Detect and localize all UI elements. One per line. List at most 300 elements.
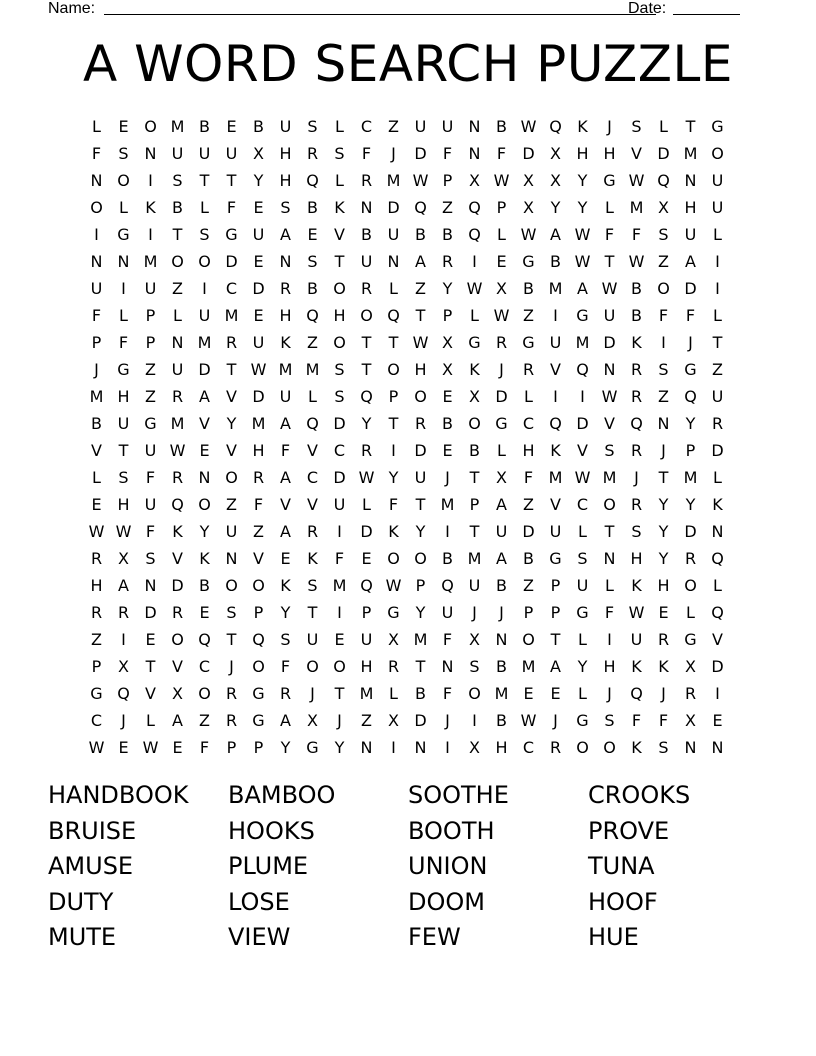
grid-letter: N bbox=[144, 144, 157, 163]
grid-letter: W bbox=[412, 171, 429, 190]
grid-letter: T bbox=[199, 171, 210, 190]
grid-letter: Q bbox=[387, 306, 400, 325]
grid-letter: Q bbox=[441, 576, 454, 595]
grid-letter: D bbox=[144, 603, 157, 622]
grid-letter: N bbox=[711, 522, 724, 541]
grid-letter: O bbox=[90, 198, 103, 217]
grid-letter: L bbox=[173, 306, 182, 325]
grid-letter: H bbox=[117, 387, 130, 406]
grid-letter: R bbox=[684, 684, 697, 703]
grid-letter: R bbox=[657, 630, 670, 649]
grid-letter: Q bbox=[657, 171, 670, 190]
grid-letter: I bbox=[445, 522, 450, 541]
grid-letter: P bbox=[442, 171, 453, 190]
grid-letter: B bbox=[550, 252, 561, 271]
grid-letter: B bbox=[307, 198, 318, 217]
word-list-item: TUNA bbox=[588, 852, 655, 880]
grid-letter: Y bbox=[658, 495, 669, 514]
grid-letter: D bbox=[360, 522, 373, 541]
grid-letter: U bbox=[252, 225, 265, 244]
grid-letter: Y bbox=[226, 414, 237, 433]
grid-letter: F bbox=[631, 225, 642, 244]
grid-letter: I bbox=[121, 279, 126, 298]
grid-letter: A bbox=[199, 387, 210, 406]
grid-letter: O bbox=[522, 630, 535, 649]
grid-letter: W bbox=[574, 468, 591, 487]
grid-letter: Q bbox=[630, 414, 643, 433]
grid-letter: M bbox=[170, 117, 185, 136]
grid-letter: T bbox=[604, 522, 615, 541]
grid-letter: X bbox=[442, 360, 453, 379]
grid-letter: B bbox=[496, 711, 507, 730]
grid-letter: K bbox=[631, 738, 642, 757]
grid-letter: B bbox=[469, 441, 480, 460]
grid-letter: G bbox=[684, 630, 697, 649]
grid-letter: Z bbox=[523, 495, 534, 514]
grid-letter: S bbox=[172, 171, 183, 190]
grid-letter: N bbox=[711, 738, 724, 757]
name-label: Name: bbox=[48, 0, 96, 17]
grid-letter: D bbox=[198, 360, 211, 379]
grid-letter: E bbox=[172, 738, 183, 757]
grid-letter: B bbox=[361, 225, 372, 244]
grid-letter: V bbox=[172, 549, 183, 568]
grid-letter: B bbox=[496, 657, 507, 676]
grid-letter: I bbox=[715, 279, 720, 298]
grid-letter: D bbox=[684, 279, 697, 298]
grid-letter: X bbox=[469, 171, 480, 190]
grid-letter: F bbox=[631, 711, 642, 730]
grid-letter: L bbox=[578, 522, 587, 541]
grid-letter: Q bbox=[468, 198, 481, 217]
grid-letter: V bbox=[712, 630, 723, 649]
grid-letter: L bbox=[335, 117, 344, 136]
grid-letter: B bbox=[253, 117, 264, 136]
grid-letter: W bbox=[520, 117, 537, 136]
grid-letter: Z bbox=[388, 117, 399, 136]
grid-letter: O bbox=[711, 144, 724, 163]
grid-letter: U bbox=[441, 117, 454, 136]
grid-letter: R bbox=[549, 738, 562, 757]
grid-letter: N bbox=[144, 576, 157, 595]
grid-letter: T bbox=[415, 306, 426, 325]
grid-letter: A bbox=[280, 414, 291, 433]
grid-letter: S bbox=[145, 549, 156, 568]
grid-letter: F bbox=[442, 630, 453, 649]
grid-letter: U bbox=[711, 198, 724, 217]
grid-letter: R bbox=[360, 171, 373, 190]
grid-letter: O bbox=[414, 387, 427, 406]
grid-letter: U bbox=[171, 360, 184, 379]
grid-letter: U bbox=[198, 306, 211, 325]
grid-letter: M bbox=[251, 414, 266, 433]
grid-letter: I bbox=[148, 225, 153, 244]
grid-letter: M bbox=[305, 360, 320, 379]
grid-letter: U bbox=[684, 225, 697, 244]
grid-letter: T bbox=[550, 630, 561, 649]
grid-letter: R bbox=[171, 603, 184, 622]
grid-letter: S bbox=[118, 468, 129, 487]
grid-letter: E bbox=[334, 630, 345, 649]
grid-letter: I bbox=[472, 252, 477, 271]
grid-letter: G bbox=[252, 684, 265, 703]
grid-letter: X bbox=[469, 630, 480, 649]
grid-letter: J bbox=[553, 711, 558, 730]
grid-letter: T bbox=[469, 468, 480, 487]
grid-letter: T bbox=[334, 684, 345, 703]
grid-letter: M bbox=[683, 468, 698, 487]
grid-letter: Y bbox=[199, 522, 210, 541]
grid-letter: S bbox=[658, 360, 669, 379]
grid-letter: Z bbox=[91, 630, 102, 649]
grid-letter: C bbox=[306, 468, 319, 487]
grid-letter: R bbox=[630, 495, 643, 514]
grid-letter: R bbox=[225, 684, 238, 703]
grid-letter: N bbox=[441, 657, 454, 676]
grid-letter: T bbox=[226, 171, 237, 190]
grid-letter: O bbox=[414, 549, 427, 568]
grid-letter: N bbox=[468, 144, 481, 163]
grid-letter: M bbox=[521, 657, 536, 676]
grid-letter: K bbox=[631, 657, 642, 676]
grid-letter: U bbox=[171, 144, 184, 163]
grid-letter: M bbox=[548, 468, 563, 487]
grid-letter: R bbox=[360, 279, 373, 298]
grid-letter: I bbox=[661, 333, 666, 352]
grid-letter: D bbox=[252, 279, 265, 298]
grid-letter: M bbox=[440, 495, 455, 514]
grid-letter: O bbox=[117, 171, 130, 190]
grid-letter: V bbox=[577, 441, 588, 460]
grid-letter: W bbox=[88, 738, 105, 757]
grid-letter: U bbox=[360, 630, 373, 649]
grid-letter: L bbox=[605, 198, 614, 217]
grid-letter: B bbox=[415, 225, 426, 244]
grid-letter: O bbox=[684, 576, 697, 595]
grid-letter: N bbox=[360, 738, 373, 757]
grid-letter: Q bbox=[117, 684, 130, 703]
grid-letter: L bbox=[362, 495, 371, 514]
grid-letter: W bbox=[169, 441, 186, 460]
grid-letter: R bbox=[360, 441, 373, 460]
grid-letter: Y bbox=[361, 414, 372, 433]
grid-letter: E bbox=[253, 198, 264, 217]
grid-letter: K bbox=[199, 549, 210, 568]
grid-letter: E bbox=[253, 306, 264, 325]
grid-letter: R bbox=[711, 414, 724, 433]
name-field[interactable] bbox=[104, 14, 656, 15]
grid-letter: R bbox=[279, 684, 292, 703]
grid-letter: U bbox=[360, 252, 373, 271]
grid-letter: F bbox=[442, 144, 453, 163]
grid-letter: H bbox=[576, 144, 589, 163]
grid-letter: P bbox=[523, 603, 534, 622]
grid-letter: F bbox=[145, 522, 156, 541]
grid-letter: Y bbox=[685, 414, 696, 433]
grid-letter: B bbox=[199, 117, 210, 136]
grid-letter: I bbox=[337, 603, 342, 622]
grid-letter: Y bbox=[577, 198, 588, 217]
grid-letter: Y bbox=[415, 603, 426, 622]
grid-letter: I bbox=[391, 441, 396, 460]
grid-letter: W bbox=[493, 306, 510, 325]
grid-letter: D bbox=[333, 414, 346, 433]
grid-letter: U bbox=[711, 387, 724, 406]
grid-letter: P bbox=[253, 603, 264, 622]
grid-letter: K bbox=[631, 576, 642, 595]
grid-letter: X bbox=[253, 144, 264, 163]
grid-letter: S bbox=[469, 657, 480, 676]
grid-letter: Z bbox=[442, 198, 453, 217]
grid-letter: V bbox=[631, 144, 642, 163]
grid-letter: T bbox=[334, 252, 345, 271]
grid-letter: W bbox=[520, 225, 537, 244]
grid-letter: Y bbox=[253, 171, 264, 190]
grid-letter: U bbox=[333, 495, 346, 514]
grid-letter: M bbox=[413, 630, 428, 649]
grid-letter: U bbox=[279, 387, 292, 406]
grid-letter: Y bbox=[658, 549, 669, 568]
word-list-item: DUTY bbox=[48, 887, 114, 916]
grid-letter: R bbox=[522, 360, 535, 379]
grid-letter: J bbox=[688, 333, 693, 352]
grid-letter: V bbox=[307, 441, 318, 460]
grid-letter: G bbox=[468, 333, 481, 352]
grid-letter: U bbox=[387, 225, 400, 244]
grid-letter: U bbox=[603, 306, 616, 325]
grid-letter: J bbox=[607, 117, 612, 136]
grid-letter: R bbox=[252, 468, 265, 487]
grid-letter: E bbox=[118, 738, 129, 757]
grid-letter: K bbox=[577, 117, 588, 136]
grid-letter: J bbox=[94, 360, 99, 379]
date-field[interactable] bbox=[673, 14, 740, 15]
word-list-item: PLUME bbox=[228, 852, 309, 880]
grid-letter: A bbox=[172, 711, 183, 730]
grid-letter: O bbox=[657, 279, 670, 298]
grid-letter: J bbox=[310, 684, 315, 703]
grid-letter: G bbox=[576, 603, 589, 622]
grid-letter: P bbox=[361, 603, 372, 622]
grid-letter: L bbox=[335, 171, 344, 190]
grid-letter: Z bbox=[658, 252, 669, 271]
grid-letter: P bbox=[91, 657, 102, 676]
grid-letter: K bbox=[334, 198, 345, 217]
grid-letter: G bbox=[711, 117, 724, 136]
grid-letter: N bbox=[117, 252, 130, 271]
grid-letter: J bbox=[391, 144, 396, 163]
grid-letter: G bbox=[684, 360, 697, 379]
grid-letter: B bbox=[496, 576, 507, 595]
grid-letter: E bbox=[199, 441, 210, 460]
grid-letter: F bbox=[334, 549, 345, 568]
grid-letter: U bbox=[252, 333, 265, 352]
word-list-item: HUE bbox=[588, 923, 639, 951]
grid-letter: G bbox=[576, 306, 589, 325]
grid-letter: R bbox=[441, 252, 454, 271]
grid-letter: U bbox=[711, 171, 724, 190]
grid-letter: D bbox=[333, 468, 346, 487]
grid-letter: O bbox=[171, 252, 184, 271]
grid-letter: I bbox=[472, 711, 477, 730]
grid-letter: D bbox=[414, 144, 427, 163]
grid-letter: G bbox=[306, 738, 319, 757]
grid-letter: D bbox=[603, 333, 616, 352]
grid-letter: O bbox=[333, 333, 346, 352]
grid-letter: S bbox=[307, 252, 318, 271]
grid-letter: U bbox=[225, 522, 238, 541]
grid-letter: S bbox=[199, 225, 210, 244]
grid-letter: M bbox=[359, 684, 374, 703]
grid-letter: L bbox=[389, 684, 398, 703]
grid-letter: F bbox=[91, 306, 102, 325]
grid-letter: V bbox=[334, 225, 345, 244]
grid-letter: Q bbox=[360, 576, 373, 595]
grid-letter: I bbox=[715, 684, 720, 703]
grid-letter: E bbox=[226, 117, 237, 136]
grid-letter: L bbox=[524, 387, 533, 406]
grid-letter: H bbox=[252, 441, 265, 460]
grid-letter: I bbox=[553, 387, 558, 406]
grid-letter: V bbox=[91, 441, 102, 460]
grid-letter: V bbox=[253, 549, 264, 568]
grid-letter: G bbox=[603, 171, 616, 190]
grid-letter: I bbox=[607, 630, 612, 649]
grid-letter: T bbox=[361, 333, 372, 352]
grid-letter: H bbox=[414, 360, 427, 379]
grid-letter: E bbox=[280, 549, 291, 568]
grid-letter: Q bbox=[468, 225, 481, 244]
grid-letter: X bbox=[550, 144, 561, 163]
grid-letter: C bbox=[225, 279, 238, 298]
grid-letter: Q bbox=[684, 387, 697, 406]
grid-letter: T bbox=[118, 441, 129, 460]
grid-letter: A bbox=[496, 549, 507, 568]
grid-letter: T bbox=[415, 657, 426, 676]
grid-letter: N bbox=[225, 549, 238, 568]
grid-letter: P bbox=[91, 333, 102, 352]
grid-letter: S bbox=[631, 522, 642, 541]
grid-letter: G bbox=[495, 414, 508, 433]
grid-letter: X bbox=[496, 279, 507, 298]
grid-letter: R bbox=[225, 333, 238, 352]
grid-letter: N bbox=[603, 360, 616, 379]
grid-letter: L bbox=[92, 468, 101, 487]
grid-letter: Q bbox=[711, 603, 724, 622]
grid-letter: F bbox=[523, 468, 534, 487]
grid-letter: O bbox=[225, 576, 238, 595]
grid-letter: J bbox=[634, 468, 639, 487]
grid-letter: E bbox=[253, 252, 264, 271]
grid-letter: E bbox=[496, 252, 507, 271]
grid-letter: R bbox=[225, 711, 238, 730]
grid-letter: V bbox=[226, 387, 237, 406]
grid-letter: O bbox=[333, 657, 346, 676]
grid-letter: P bbox=[145, 333, 156, 352]
grid-letter: X bbox=[307, 711, 318, 730]
grid-letter: R bbox=[684, 549, 697, 568]
grid-letter: F bbox=[658, 306, 669, 325]
grid-letter: U bbox=[468, 576, 481, 595]
grid-letter: B bbox=[199, 576, 210, 595]
grid-letter: O bbox=[468, 414, 481, 433]
grid-letter: R bbox=[171, 468, 184, 487]
grid-letter: V bbox=[550, 495, 561, 514]
grid-letter: P bbox=[226, 738, 237, 757]
grid-letter: Z bbox=[145, 387, 156, 406]
grid-letter: R bbox=[387, 657, 400, 676]
grid-letter: H bbox=[657, 576, 670, 595]
grid-letter: X bbox=[658, 198, 669, 217]
grid-letter: H bbox=[279, 171, 292, 190]
grid-letter: T bbox=[361, 360, 372, 379]
grid-letter: D bbox=[252, 387, 265, 406]
grid-letter: R bbox=[630, 387, 643, 406]
grid-letter: B bbox=[631, 279, 642, 298]
grid-letter: A bbox=[118, 576, 129, 595]
grid-letter: N bbox=[657, 414, 670, 433]
grid-letter: N bbox=[414, 738, 427, 757]
grid-letter: K bbox=[145, 198, 156, 217]
grid-letter: D bbox=[711, 657, 724, 676]
grid-letter: U bbox=[441, 603, 454, 622]
grid-letter: U bbox=[279, 117, 292, 136]
grid-letter: B bbox=[172, 198, 183, 217]
grid-letter: F bbox=[604, 603, 615, 622]
grid-letter: B bbox=[523, 549, 534, 568]
grid-letter: K bbox=[280, 333, 291, 352]
grid-letter: V bbox=[307, 495, 318, 514]
grid-letter: F bbox=[226, 198, 237, 217]
grid-letter: T bbox=[388, 414, 399, 433]
grid-letter: R bbox=[495, 333, 508, 352]
word-list-item: HOOKS bbox=[228, 816, 315, 845]
grid-letter: C bbox=[360, 117, 373, 136]
grid-letter: T bbox=[172, 225, 183, 244]
grid-letter: V bbox=[280, 495, 291, 514]
grid-letter: B bbox=[307, 279, 318, 298]
grid-letter: K bbox=[172, 522, 183, 541]
grid-letter: L bbox=[578, 630, 587, 649]
grid-letter: U bbox=[495, 522, 508, 541]
grid-letter: W bbox=[142, 738, 159, 757]
grid-letter: W bbox=[628, 603, 645, 622]
grid-letter: X bbox=[469, 738, 480, 757]
grid-letter: J bbox=[445, 711, 450, 730]
grid-letter: W bbox=[385, 576, 402, 595]
grid-letter: F bbox=[658, 711, 669, 730]
word-list-item: FEW bbox=[408, 923, 461, 951]
worksheet-header bbox=[48, 0, 740, 20]
grid-letter: X bbox=[172, 684, 183, 703]
grid-letter: Y bbox=[658, 522, 669, 541]
grid-letter: M bbox=[224, 306, 239, 325]
grid-letter: G bbox=[549, 549, 562, 568]
grid-letter: F bbox=[253, 495, 264, 514]
grid-letter: Z bbox=[415, 279, 426, 298]
grid-letter: S bbox=[118, 144, 129, 163]
grid-letter: D bbox=[684, 522, 697, 541]
grid-letter: C bbox=[522, 738, 535, 757]
grid-letter: B bbox=[442, 225, 453, 244]
grid-letter: W bbox=[412, 333, 429, 352]
grid-letter: W bbox=[358, 468, 375, 487]
grid-letter: W bbox=[493, 171, 510, 190]
grid-letter: M bbox=[467, 549, 482, 568]
grid-letter: K bbox=[280, 576, 291, 595]
grid-letter: X bbox=[496, 468, 507, 487]
grid-letter: Q bbox=[198, 630, 211, 649]
